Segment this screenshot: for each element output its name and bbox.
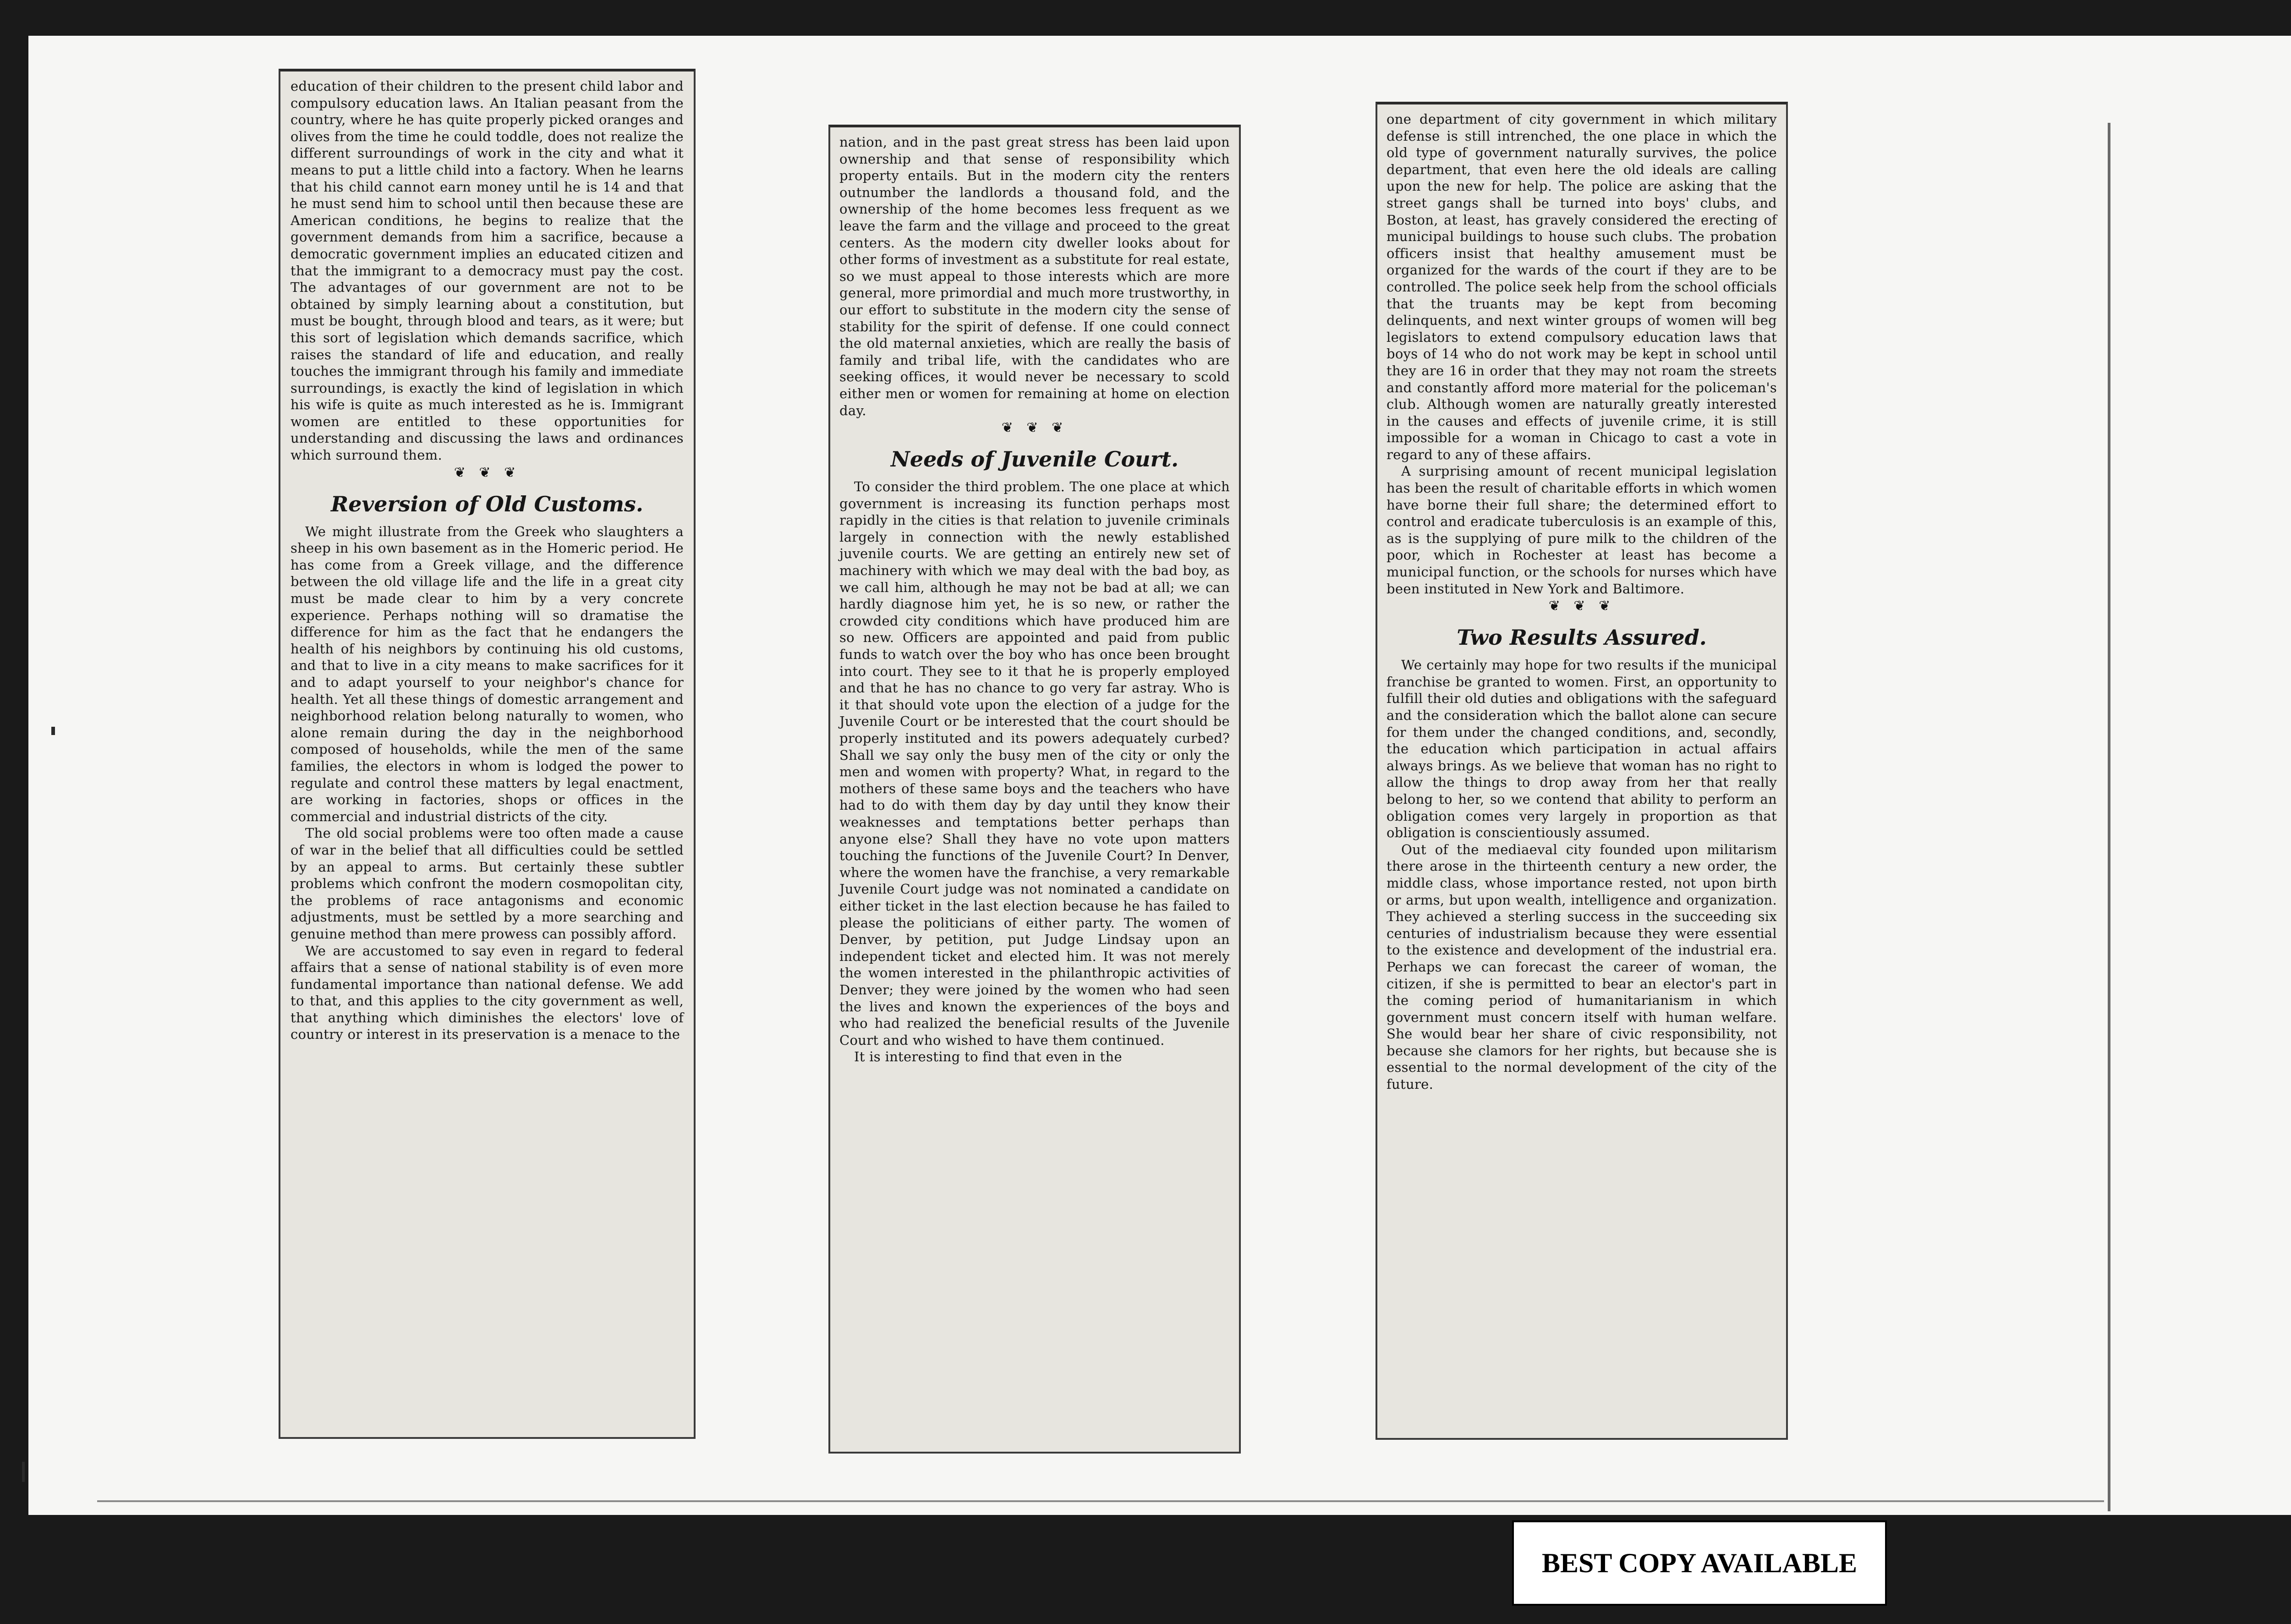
column-paragraph: education of their children to the present child labor and compulsory education laws. An Italian peasant from the country, where he has quite properly picked oranges and olives from the time he could toddle, does not realize the different surroundings of work in the city and what it means to put a little child into a factory. When he learns that his child cannot earn money until he is 14 and that he must send him to school until then because these are American conditions, he begins to realize that the government demands from him a sacrifice, because a democratic government implies an educated citizen and that the immigrant to a democracy must pay the cost. The advantages of our government are not to be obtained by simply learning about a constitution, but must be bought, through blood and tears, as it were; but this sort of legislation which demands sacrifice, which raises the standard of life and education, and really touches the immigrant through his family and immediate surroundings, is exactly the kind of legislation in which his wife is quite as much interested as he is. Immigrant women are entitled to these opportunities for understanding and discussing the laws and ordinances which surround them. bbox=[290, 78, 684, 463]
column-paragraph: We are accustomed to say even in regard to federal affairs that a sense of national stability is of even more fundamental importance than national defense. We add to that, and this applies to the city government as well, that anything which diminishes the electors' love of country or interest in its preservation is a menace to the bbox=[290, 943, 684, 1042]
column-paragraph: one department of city government in which military defense is still intrenched, the one place in which the old type of government naturally survives, the police department, that even here the old ideals are calling upon the new for help. The police are asking that the street gangs shall be turned into boys' clubs, and Boston, at least, has gravely considered the erecting of municipal buildings to house such clubs. The probation officers insist that healthy amusement must be organized for the wards of the court if they are to be controlled. The police seek help from the school officials that the truants may be kept from becoming delinquents, and next winter groups of women will beg legislators to extend compulsory education laws that boys of 14 who do not work may be kept in school until they are 16 in order that they may not roam the streets and constantly afford more material for the policeman's club. Although women are naturally greatly interested in the causes and effects of juvenile crime, it is still impossible for a woman in Chicago to cast a vote in regard to any of these affairs. bbox=[1387, 111, 1777, 462]
ornament-divider: ❦ ❦ ❦ bbox=[1548, 598, 1615, 614]
best-copy-stamp: BEST COPY AVAILABLE bbox=[1512, 1520, 1887, 1606]
section-heading: Needs of Juvenile Court. bbox=[890, 447, 1179, 472]
column-paragraph: We might illustrate from the Greek who slaughters a sheep in his own basement as in the Homeric period. He has come from a Greek village, and the difference between the old village life and the life in a great city must be made clear to him by a very concrete experience. Perhaps nothing will so dramatise the difference for him as the fact that he endangers the health of his neighbors by continuing his old customs, and that to live in a city means to make sacrifices for it and to adapt yourself to your neighbor's chance for health. Yet all these things of domestic arrangement and neighborhood relation belong naturally to women, who alone remain during the day in the neighborhood composed of households, while the men of the same families, the electors in whom is lodged the power to regulate and control these matters by legal enactment, are working in factories, shops or offices in the commercial and industrial districts of the city. bbox=[290, 523, 684, 824]
scan-speck bbox=[51, 727, 55, 735]
column-paragraph: A surprising amount of recent municipal legislation has been the result of charitable efforts in which women have borne their full share; the determined effort to control and eradicate tuberculosis is an example of this, as is the supplying of pure milk to the children of the poor, which in Rochester at least has become a municipal function, or the schools for nurses which have been instituted in New York and Baltimore. bbox=[1387, 463, 1777, 597]
column-paragraph: To consider the third problem. The one place at which government is increasing its function perhaps most rapidly in the cities is that relation to juvenile criminals largely in connection with the newly established juvenile courts. We are getting an entirely new set of machinery with which we may deal with the bad boy, as we call him, although he may not be bad at all; we can hardly diagnose him yet, he is so new, or rather the crowded city conditions which have produced him are so new. Officers are appointed and paid from public funds to watch over the boy who has once been brought into court. They see to it that he is properly employed and that he has no chance to go very far astray. Who is it that should vote upon the election of a judge for the Juvenile Court or be interested that the court should be properly instituted and its powers adequately curbed? Shall we say only the busy men of the city or only the men and women with property? What, in regard to the mothers of these same boys and the teachers who have had to do with them day by day until they know their weaknesses and temptations better perhaps than anyone else? Shall they have no vote upon matters touching the functions of the Juvenile Court? In Denver, where the women have the franchise, a very remarkable Juvenile Court judge was not nominated a candidate on either ticket in the last election because he has failed to please the politicians of either party. The women of Denver, by petition, put Judge Lindsay upon an independent ticket and elected him. It was not merely the women interested in the philanthropic activities of Denver; they were joined by the women who had seen the lives and known the experiences of the boys and who had realized the beneficial results of the Juvenile Court and who wished to have them continued. bbox=[839, 479, 1230, 1048]
section-heading: Reversion of Old Customs. bbox=[331, 491, 643, 516]
ornament-divider: ❦ ❦ ❦ bbox=[1001, 420, 1068, 436]
ornament-divider: ❦ ❦ ❦ bbox=[454, 464, 521, 481]
page-edge-rule bbox=[2108, 123, 2110, 1511]
page-bottom-rule bbox=[97, 1500, 2104, 1502]
column-paragraph: Out of the mediaeval city founded upon militarism there arose in the thirteenth century a new order, the middle class, whose importance rested, not upon birth or arms, but upon wealth, intelligence and organization. They achieved a sterling success in the succeeding six centuries of industrialism because they were essential to the existence and development of the industrial era. Perhaps we can forecast the career of woman, the citizen, if she is permitted to bear an elector's part in the coming period of humanitarianism in which government must concern itself with human welfare. She would bear her share of civic responsibility, not because she clamors for her rights, but because she is essential to the normal development of the city of the future. bbox=[1387, 841, 1777, 1092]
newspaper-column-left bbox=[279, 69, 696, 1439]
column-paragraph: nation, and in the past great stress has been laid upon ownership and that sense of responsibility which property entails. But in the modern city the renters outnumber the landlords a thousand fold, and the ownership of the home becomes less frequent as we leave the farm and the village and proceed to the great centers. As the modern city dweller looks about for other forms of investment as a substitute for real estate, so we must appeal to those interests which are more general, more primordial and much more trustworthy, in our effort to substitute in the modern city the sense of stability for the spirit of defense. If one could connect the old maternal anxieties, which are really the basis of family and tribal life, with the candidates who are seeking offices, it would never be necessary to scold either men or women for remaining at home on election day. bbox=[839, 134, 1230, 418]
section-heading: Two Results Assured. bbox=[1457, 625, 1707, 650]
column-paragraph: It is interesting to find that even in the bbox=[854, 1049, 1122, 1065]
newspaper-column-right bbox=[1376, 102, 1788, 1440]
scan-speck bbox=[22, 1462, 25, 1482]
newspaper-column-middle bbox=[828, 125, 1241, 1454]
column-paragraph: The old social problems were too often made a cause of war in the belief that all difficulties could be settled by an appeal to arms. But certainly these subtler problems which confront the modern cosmopolitan city, the problems of race antagonisms and economic adjustments, must be settled by a more searching and genuine method than mere prowess can possibly afford. bbox=[290, 825, 684, 942]
column-paragraph: We certainly may hope for two results if the municipal franchise be granted to women. First, an opportunity to fulfill their old duties and obligations with the safeguard and the consideration which the ballot alone can secure for them under the changed conditions, and, secondly, the education which participation in actual affairs always brings. As we believe that woman has no right to allow the things to drop away from her that really belong to her, so we contend that ability to perform an obligation comes very largely in proportion as that obligation is conscientiously assumed. bbox=[1387, 657, 1777, 841]
